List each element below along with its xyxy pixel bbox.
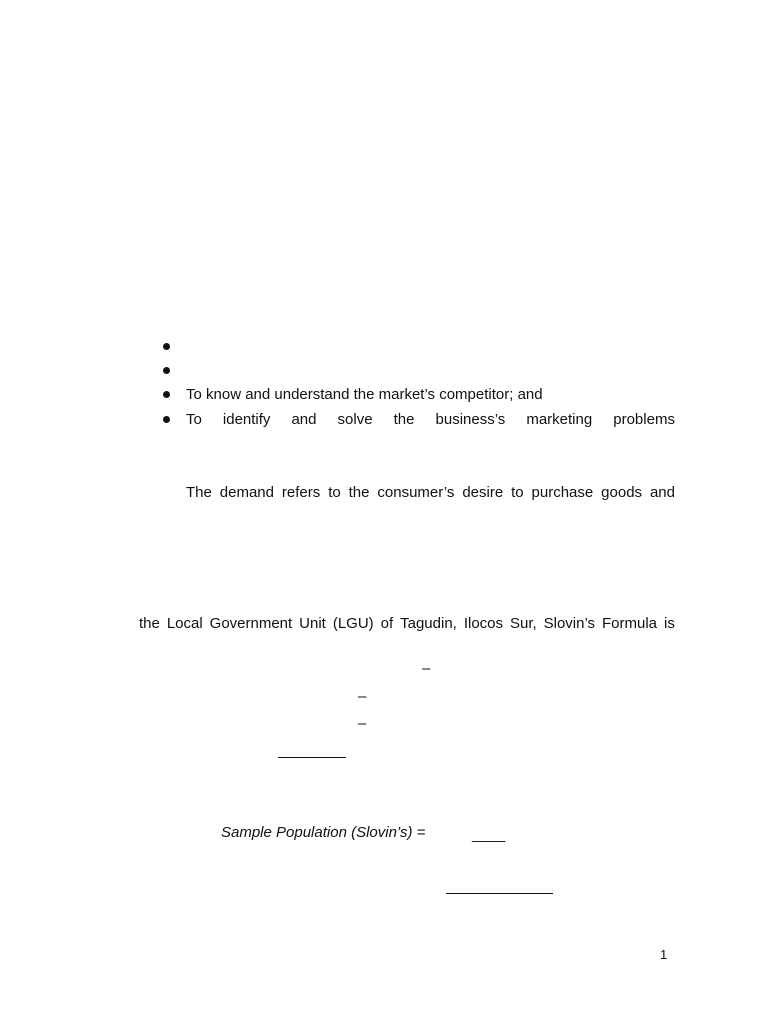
bullet-point xyxy=(163,367,170,374)
word: Ilocos xyxy=(463,615,503,632)
word: goods xyxy=(601,484,643,501)
word: desire xyxy=(462,484,504,501)
word: problems xyxy=(613,411,675,428)
word: consumer’s xyxy=(377,484,455,501)
word: The xyxy=(186,484,212,501)
paragraph-lgu xyxy=(139,615,675,633)
fraction-line xyxy=(446,893,553,894)
word: and xyxy=(649,484,675,501)
word: business’s xyxy=(435,411,506,428)
fraction-line xyxy=(278,757,346,758)
word: Government xyxy=(209,615,293,632)
word: To xyxy=(186,411,202,428)
word: identify xyxy=(222,411,271,428)
bullet-point xyxy=(163,416,170,423)
word: solve xyxy=(337,411,373,428)
word: and xyxy=(291,411,317,428)
formula-dash: – xyxy=(358,688,367,705)
formula-dash: – xyxy=(358,715,367,732)
word: the xyxy=(393,411,415,428)
sample-population-blank: ____ xyxy=(472,826,506,843)
word: to xyxy=(511,484,524,501)
bullet-point xyxy=(163,391,170,398)
word: Local xyxy=(166,615,203,632)
word: demand xyxy=(219,484,274,501)
word: (LGU) xyxy=(332,615,374,632)
bullet-text-marketing-problems xyxy=(186,411,675,429)
bullet-text-competitor: To know and understand the market’s competitor; and xyxy=(186,386,543,403)
sample-population-label: Sample Population (Slovin’s) = xyxy=(221,824,426,841)
word: purchase xyxy=(531,484,594,501)
word: Unit xyxy=(299,615,326,632)
word: Tagudin, xyxy=(400,615,457,632)
formula-dash: – xyxy=(422,660,431,677)
word: is xyxy=(664,615,675,632)
word: the xyxy=(139,615,160,632)
word: Formula xyxy=(602,615,658,632)
word: the xyxy=(348,484,370,501)
bullet-point xyxy=(163,343,170,350)
paragraph-demand xyxy=(186,484,675,502)
word: of xyxy=(380,615,394,632)
word: Slovin’s xyxy=(543,615,596,632)
page-number: 1 xyxy=(660,947,668,962)
word: marketing xyxy=(526,411,593,428)
word: to xyxy=(328,484,341,501)
word: Sur, xyxy=(509,615,537,632)
word: refers xyxy=(281,484,321,501)
